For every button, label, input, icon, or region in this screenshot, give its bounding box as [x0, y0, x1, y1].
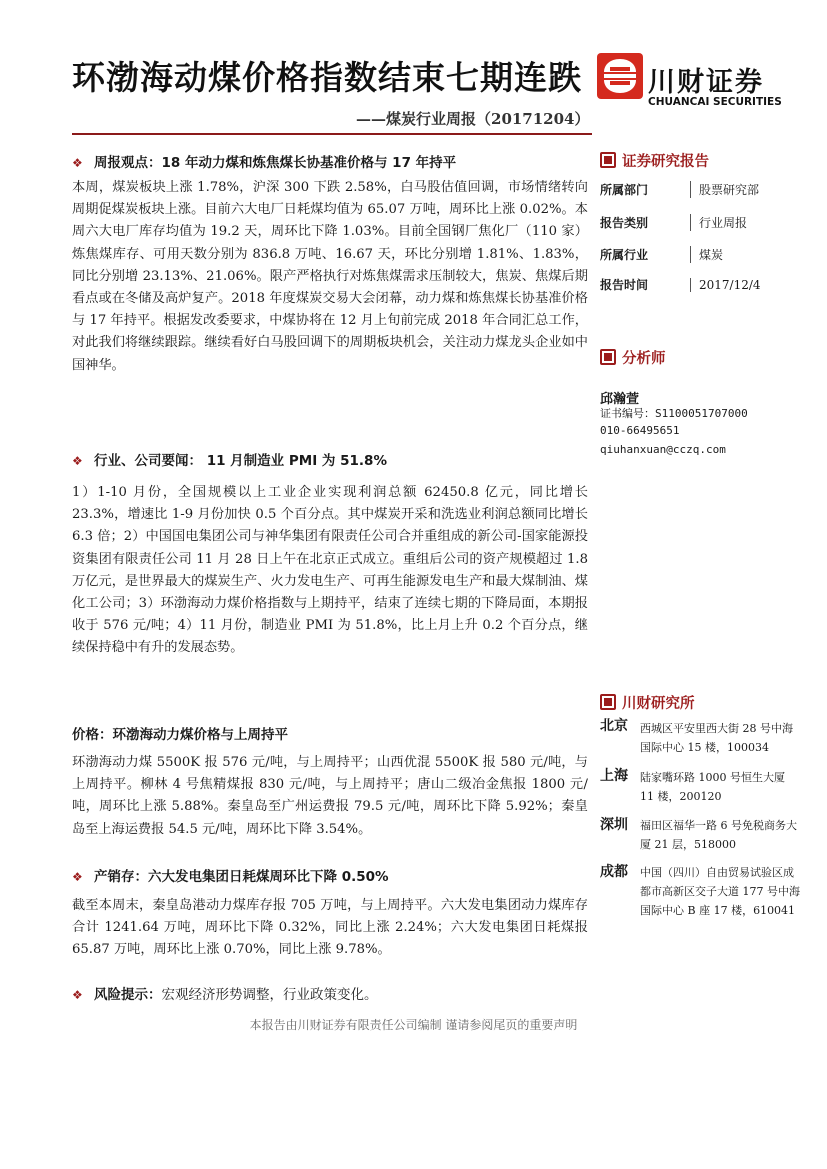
sidebar-heading-institute: 川财研究所 — [600, 692, 695, 713]
square-bullet-icon — [600, 694, 616, 710]
office-city-shanghai: 上海 — [600, 768, 628, 784]
bullet-diamond-icon: ❖ — [72, 870, 83, 884]
brand-logo-icon — [596, 52, 644, 104]
analyst-email[interactable]: qiuhanxuan@cczq.com — [600, 443, 726, 456]
risk-text: 宏观经济形势调整，行业政策变化。 — [161, 987, 378, 1003]
section-heading-weekly-view: ❖ 周报观点：18 年动力煤和炼焦煤长协基准价格与 17 年持平 — [72, 155, 457, 171]
bullet-diamond-icon: ❖ — [72, 156, 83, 170]
section-heading-supply: ❖ 产销存：六大发电集团日耗煤周环比下降 0.50% — [72, 869, 389, 885]
square-bullet-icon — [600, 152, 616, 168]
title-divider — [72, 133, 592, 135]
analyst-name: 邱瀚萱 — [600, 392, 640, 407]
section-body-weekly-view: 本周，煤炭板块上涨 1.78%，沪深 300 下跌 2.58%，白马股估值回调，市场情绪转向周期促煤炭板块上涨。目前六大电厂日耗煤均值为 65.07 万吨，周环比上涨 0.02%。本周六大电厂库存均值为 19.2 天，周环比下降 1.03%。目前全国钢厂焦化厂（110 家）炼焦煤库存、可用天数分别为 836.8 万吨、16.67 天，环比分别增 1.81%、1.83%，同比分别增 23.13%、21.06%。限产严格执行对炼焦煤需求压制较大，焦炭、焦煤后期看点或在冬储及高炉复产。2018 年度煤炭交易大会闭幕，动力煤和炼焦煤长协基准价格与 17 年持平。根据发改委要求，中煤协将在 12 月上旬前完成 2018 年合同汇总工作，对此我们将继续跟踪。继续看好白马股回调下的周期板块机会，关注动力煤龙头企业如中国神华。 — [72, 180, 588, 373]
sidebar-heading-report: 证券研究报告 — [600, 150, 709, 171]
report-title: 环渤海动煤价格指数结束七期连跌 — [72, 58, 582, 97]
meta-row-industry: 所属行业 煤炭 — [600, 248, 724, 262]
office-address-chengdu: 中国（四川）自由贸易试验区成都市高新区交子大道 177 号中海国际中心 B 座 17 楼，610041 — [640, 866, 800, 917]
bullet-diamond-icon: ❖ — [72, 454, 83, 468]
analyst-phone: 010-66495651 — [600, 424, 680, 437]
brand-name-cn: 川财证券 — [648, 67, 764, 98]
office-address-beijing: 西城区平安里西大街 28 号中海国际中心 15 楼，100034 — [640, 722, 793, 754]
analyst-cert: 证书编号：S1100051707000 — [600, 407, 748, 420]
meta-row-date: 报告时间 2017/12/4 — [600, 278, 761, 292]
brand-name-en: CHUANCAI SECURITIES — [648, 96, 782, 108]
section-body-supply: 截至本周末，秦皇岛港动力煤库存报 705 万吨，与上周持平。六大发电集团动力煤库存合计 1241.64 万吨，周环比下降 0.32%，同比上涨 2.24%；六大发电集团日耗煤报 65.87 万吨，周环比上涨 0.70%，同比上涨 9.78%。 — [72, 898, 588, 958]
disclaimer-footer: 本报告由川财证券有限责任公司编制 谨请参阅尾页的重要声明 — [249, 1018, 578, 1032]
office-city-chengdu: 成都 — [600, 864, 628, 880]
report-subtitle: ——煤炭行业周报（20171204） — [356, 110, 590, 128]
section-heading-price: 价格：环渤海动力煤价格与上周持平 — [72, 727, 288, 743]
section-heading-industry-news: ❖ 行业、公司要闻： 11 月制造业 PMI 为 51.8% — [72, 453, 387, 469]
meta-row-category: 报告类别 行业周报 — [600, 216, 748, 230]
office-city-shenzhen: 深圳 — [600, 817, 628, 833]
section-risk: ❖ 风险提示：宏观经济形势调整，行业政策变化。 — [72, 987, 378, 1003]
sidebar-heading-analyst: 分析师 — [600, 347, 666, 368]
bullet-diamond-icon: ❖ — [72, 988, 83, 1002]
section-body-price: 环渤海动力煤 5500K 报 576 元/吨，与上周持平；山西优混 5500K 报 580 元/吨，与上周持平。柳林 4 号焦精煤报 830 元/吨，与上周持平；唐山二级冶金焦报 1800 元/吨，周环比上涨 5.88%。秦皇岛至广州运费报 79.5 元/吨，周环比下降 5.92%；秦皇岛至上海运费报 54.5 元/吨，周环比下降 3.54%。 — [72, 755, 588, 837]
office-city-beijing: 北京 — [600, 718, 628, 734]
square-bullet-icon — [600, 349, 616, 365]
meta-row-department: 所属部门 股票研究部 — [600, 183, 760, 197]
office-address-shanghai: 陆家嘴环路 1000 号恒生大厦 11 楼，200120 — [640, 771, 785, 803]
section-body-industry-news: 1）1-10 月份，全国规模以上工业企业实现利润总额 62450.8 亿元，同比增长 23.3%，增速比 1-9 月份加快 0.5 个百分点。其中煤炭开采和洗选业利润总额同比增长 6.3 倍；2）中国国电集团公司与神华集团有限责任公司合并重组成的新公司-国家能源投资集团有限责任公司 11 月 28 日上午在北京正式成立。重组后公司的资产规模超过 1.8 万亿元，是世界最大的煤炭生产、火力发电生产、可再生能源发电生产和最大煤制油、煤化工公司；3）环渤海动力煤价格指数与上期持平，结束了连续七期的下降局面，本期报收于 576 元/吨；4）11 月份，制造业 PMI 为 51.8%，比上月上升 0.2 个百分点，继续保持稳中有升的发展态势。 — [72, 485, 588, 656]
office-address-shenzhen: 福田区福华一路 6 号免税商务大厦 21 层，518000 — [640, 819, 797, 851]
